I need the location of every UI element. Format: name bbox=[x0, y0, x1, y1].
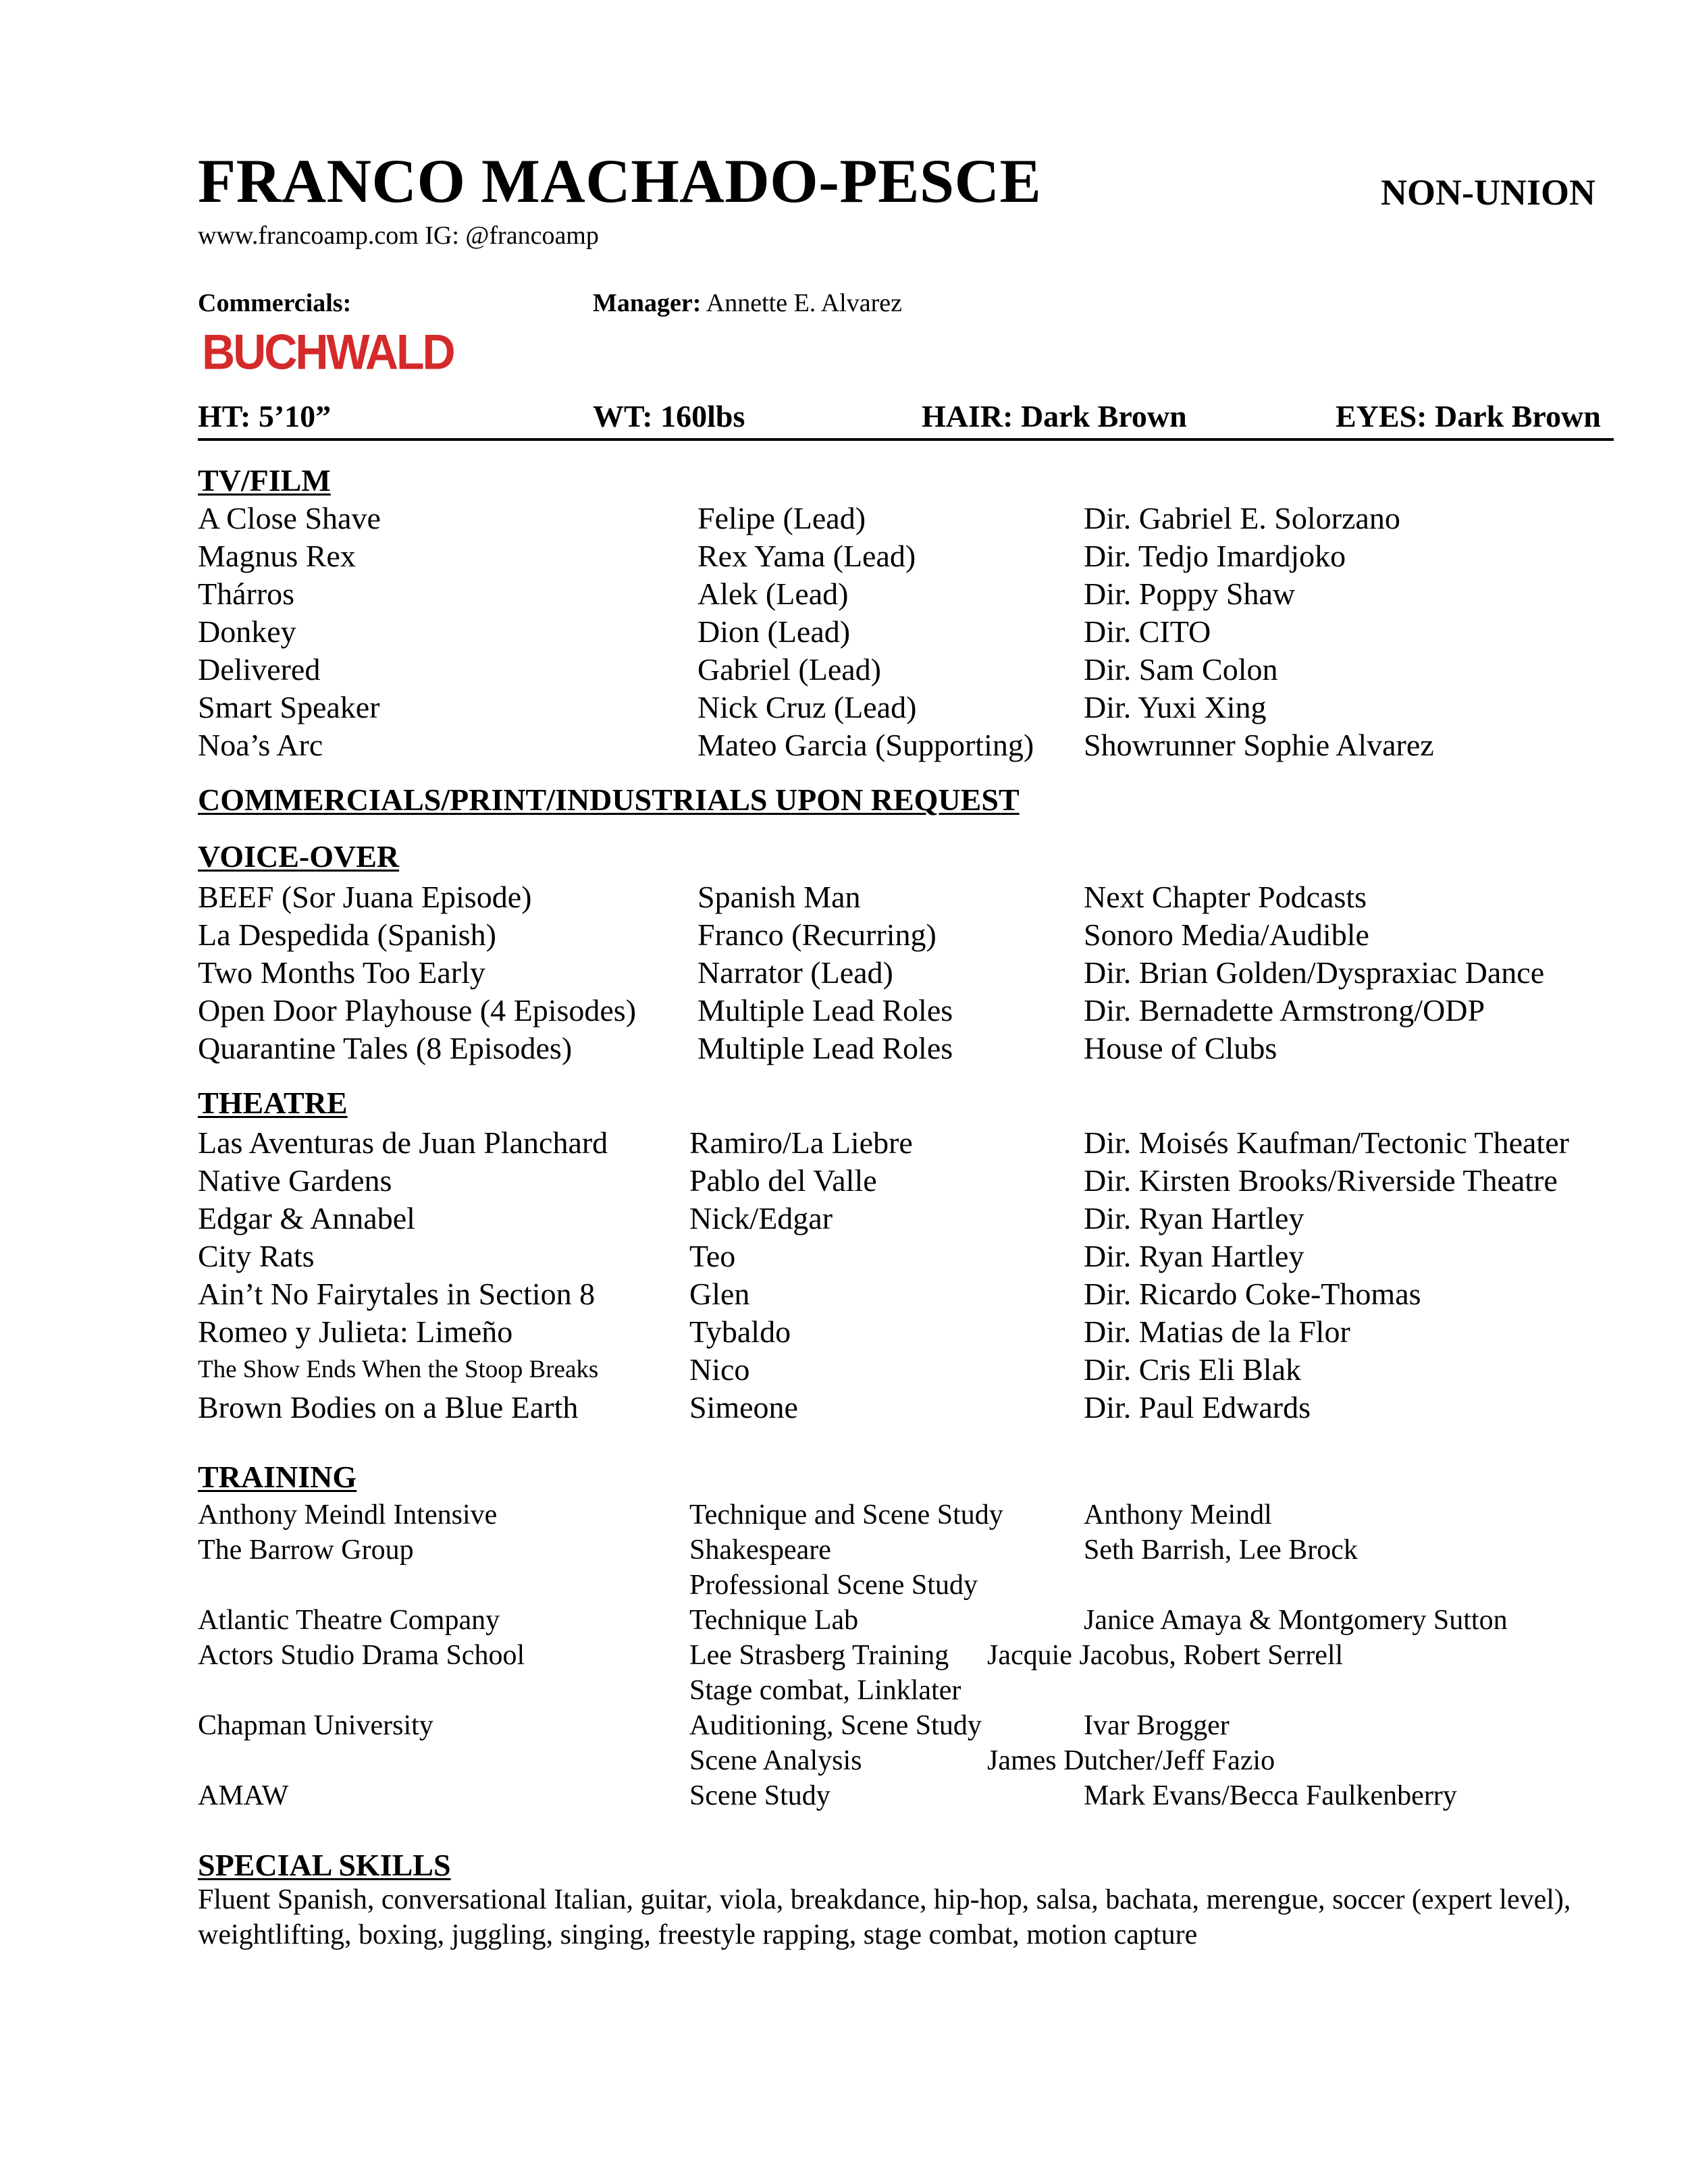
hair-stat: HAIR: Dark Brown bbox=[922, 399, 1187, 433]
credit-director: Dir. Bernadette Armstrong/ODP bbox=[1084, 993, 1485, 1028]
credit-director: Dir. Sam Colon bbox=[1084, 652, 1278, 687]
credit-title: BEEF (Sor Juana Episode) bbox=[198, 880, 532, 914]
training-row bbox=[0, 1603, 1688, 1638]
buchwald-logo: BUCHWALD bbox=[202, 324, 454, 380]
training-teacher: Ivar Brogger bbox=[1084, 1710, 1230, 1741]
credit-role: Glen bbox=[689, 1277, 750, 1311]
credit-role: Narrator (Lead) bbox=[697, 955, 893, 990]
union-status: NON-UNION bbox=[1381, 172, 1595, 213]
credit-role: Franco (Recurring) bbox=[697, 917, 937, 952]
credit-role: Gabriel (Lead) bbox=[697, 652, 882, 687]
credit-director: Next Chapter Podcasts bbox=[1084, 880, 1367, 914]
credit-role: Dion (Lead) bbox=[697, 614, 851, 649]
credit-row bbox=[0, 1200, 1688, 1237]
training-heading: TRAINING bbox=[198, 1460, 357, 1494]
credit-title: Quarantine Tales (8 Episodes) bbox=[198, 1031, 573, 1065]
training-course: Scene Analysis bbox=[689, 1745, 862, 1776]
credit-row bbox=[0, 689, 1688, 726]
credit-title: Edgar & Annabel bbox=[198, 1201, 415, 1235]
credit-row bbox=[0, 1124, 1688, 1162]
training-teacher: Mark Evans/Becca Faulkenberry bbox=[1084, 1780, 1457, 1811]
credit-director: Dir. Paul Edwards bbox=[1084, 1390, 1311, 1424]
theatre-heading: THEATRE bbox=[198, 1086, 348, 1120]
credit-title: Noa’s Arc bbox=[198, 728, 323, 762]
credit-director: Dir. Poppy Shaw bbox=[1084, 577, 1296, 611]
training-course: Auditioning, Scene Study bbox=[689, 1710, 982, 1741]
credit-role: Nick/Edgar bbox=[689, 1201, 833, 1235]
voice-over-heading: VOICE-OVER bbox=[198, 839, 400, 874]
training-course: Shakespeare bbox=[689, 1535, 831, 1566]
credit-role: Multiple Lead Roles bbox=[697, 1031, 953, 1065]
weight-stat: WT: 160lbs bbox=[593, 399, 745, 433]
credit-row bbox=[0, 1237, 1688, 1275]
credit-role: Felipe (Lead) bbox=[697, 501, 866, 535]
credit-role: Tybaldo bbox=[689, 1314, 791, 1349]
credit-row bbox=[0, 916, 1688, 954]
credit-role: Mateo Garcia (Supporting) bbox=[697, 728, 1034, 762]
credit-title: City Rats bbox=[198, 1239, 315, 1273]
training-school: The Barrow Group bbox=[198, 1535, 414, 1566]
credit-title: Romeo y Julieta: Limeño bbox=[198, 1314, 513, 1349]
credit-row bbox=[0, 575, 1688, 613]
manager-name: Annette E. Alvarez bbox=[701, 289, 902, 317]
credit-row bbox=[0, 651, 1688, 689]
credit-row bbox=[0, 1162, 1688, 1200]
credit-role: Alek (Lead) bbox=[697, 577, 849, 611]
training-row bbox=[0, 1533, 1688, 1568]
credit-title: Magnus Rex bbox=[198, 539, 356, 573]
training-row bbox=[0, 1638, 1688, 1673]
manager-line bbox=[593, 290, 902, 316]
training-teacher: James Dutcher/Jeff Fazio bbox=[987, 1745, 1275, 1776]
training-school: Anthony Meindl Intensive bbox=[198, 1499, 498, 1530]
credit-row bbox=[0, 1030, 1688, 1067]
credit-title: Brown Bodies on a Blue Earth bbox=[198, 1390, 579, 1424]
credit-row bbox=[0, 1351, 1688, 1389]
training-row bbox=[0, 1743, 1688, 1778]
training-course: Scene Study bbox=[689, 1780, 830, 1811]
credit-director: Dir. Matias de la Flor bbox=[1084, 1314, 1350, 1349]
credit-title: Smart Speaker bbox=[198, 690, 380, 724]
commercials-note: COMMERCIALS/PRINT/INDUSTRIALS UPON REQUEST bbox=[198, 782, 1020, 817]
training-course: Stage combat, Linklater bbox=[689, 1675, 961, 1706]
credit-director: Dir. Kirsten Brooks/Riverside Theatre bbox=[1084, 1163, 1558, 1198]
credit-role: Ramiro/La Liebre bbox=[689, 1125, 913, 1160]
training-row bbox=[0, 1568, 1688, 1603]
credit-director: Dir. Gabriel E. Solorzano bbox=[1084, 501, 1400, 535]
training-course: Technique and Scene Study bbox=[689, 1499, 1003, 1530]
height-stat: HT: 5’10” bbox=[198, 399, 332, 433]
commercials-label: Commercials: bbox=[198, 289, 352, 317]
credit-row bbox=[0, 500, 1688, 537]
training-row bbox=[0, 1497, 1688, 1533]
credit-title: Las Aventuras de Juan Planchard bbox=[198, 1125, 608, 1160]
credit-title: Two Months Too Early bbox=[198, 955, 485, 990]
credit-role: Nico bbox=[689, 1352, 750, 1387]
credit-director: House of Clubs bbox=[1084, 1031, 1277, 1065]
special-skills-heading: SPECIAL SKILLS bbox=[198, 1848, 451, 1882]
credit-director: Dir. Cris Eli Blak bbox=[1084, 1352, 1301, 1387]
training-course: Professional Scene Study bbox=[689, 1570, 978, 1601]
credit-director: Dir. Ryan Hartley bbox=[1084, 1239, 1304, 1273]
credit-role: Simeone bbox=[689, 1390, 798, 1424]
credit-role: Multiple Lead Roles bbox=[697, 993, 953, 1028]
credit-row bbox=[0, 954, 1688, 992]
training-row bbox=[0, 1778, 1688, 1813]
actor-name: FRANCO MACHADO-PESCE bbox=[198, 147, 1042, 215]
credit-director: Dir. Brian Golden/Dyspraxiac Dance bbox=[1084, 955, 1545, 990]
credit-role: Rex Yama (Lead) bbox=[697, 539, 916, 573]
credit-title: Native Gardens bbox=[198, 1163, 392, 1198]
training-teacher: Seth Barrish, Lee Brock bbox=[1084, 1535, 1358, 1566]
training-teacher: Janice Amaya & Montgomery Sutton bbox=[1084, 1605, 1508, 1636]
website-and-instagram: www.francoamp.com IG: @francoamp bbox=[198, 221, 599, 250]
training-teacher: Anthony Meindl bbox=[1084, 1499, 1272, 1530]
credit-title: The Show Ends When the Stoop Breaks bbox=[198, 1356, 599, 1383]
credit-title: Donkey bbox=[198, 614, 296, 649]
training-row bbox=[0, 1673, 1688, 1708]
credit-role: Teo bbox=[689, 1239, 736, 1273]
training-course: Lee Strasberg Training bbox=[689, 1640, 949, 1671]
eyes-stat: EYES: Dark Brown bbox=[1336, 399, 1601, 433]
manager-label: Manager: bbox=[593, 289, 702, 317]
credit-row bbox=[0, 726, 1688, 764]
credit-director: Dir. Moisés Kaufman/Tectonic Theater bbox=[1084, 1125, 1569, 1160]
credit-row bbox=[0, 537, 1688, 575]
credit-title: Open Door Playhouse (4 Episodes) bbox=[198, 993, 637, 1028]
training-row bbox=[0, 1708, 1688, 1743]
credit-role: Pablo del Valle bbox=[689, 1163, 877, 1198]
credit-role: Nick Cruz (Lead) bbox=[697, 690, 917, 724]
credit-row bbox=[0, 1313, 1688, 1351]
training-course: Technique Lab bbox=[689, 1605, 859, 1636]
credit-row bbox=[0, 992, 1688, 1030]
credit-row bbox=[0, 1389, 1688, 1427]
training-school: AMAW bbox=[198, 1780, 289, 1811]
header-divider bbox=[198, 438, 1614, 441]
credit-row bbox=[0, 613, 1688, 651]
credit-title: A Close Shave bbox=[198, 501, 381, 535]
credit-role: Spanish Man bbox=[697, 880, 861, 914]
credit-title: La Despedida (Spanish) bbox=[198, 917, 496, 952]
credit-director: Dir. CITO bbox=[1084, 614, 1211, 649]
credit-title: Ain’t No Fairytales in Section 8 bbox=[198, 1277, 596, 1311]
training-school: Chapman University bbox=[198, 1710, 433, 1741]
training-school: Actors Studio Drama School bbox=[198, 1640, 525, 1671]
credit-director: Dir. Tedjo Imardjoko bbox=[1084, 539, 1346, 573]
credit-title: Thárros bbox=[198, 577, 295, 611]
credit-row bbox=[0, 1275, 1688, 1313]
credit-director: Dir. Ryan Hartley bbox=[1084, 1201, 1304, 1235]
training-school: Atlantic Theatre Company bbox=[198, 1605, 500, 1636]
credit-title: Delivered bbox=[198, 652, 321, 687]
tv-film-heading: TV/FILM bbox=[198, 463, 331, 498]
special-skills-text: Fluent Spanish, conversational Italian, guitar, viola, breakdance, hip-hop, salsa, bachata, merengue, soccer (expert level), weightlifting, boxing, juggling, singing, freestyle rapping, stage combat, motion capture bbox=[198, 1884, 1571, 1950]
credit-director: Dir. Ricardo Coke-Thomas bbox=[1084, 1277, 1421, 1311]
credit-row bbox=[0, 878, 1688, 916]
credit-director: Dir. Yuxi Xing bbox=[1084, 690, 1267, 724]
credit-director: Showrunner Sophie Alvarez bbox=[1084, 728, 1434, 762]
credit-director: Sonoro Media/Audible bbox=[1084, 917, 1369, 952]
training-teacher: Jacquie Jacobus, Robert Serrell bbox=[987, 1640, 1344, 1671]
